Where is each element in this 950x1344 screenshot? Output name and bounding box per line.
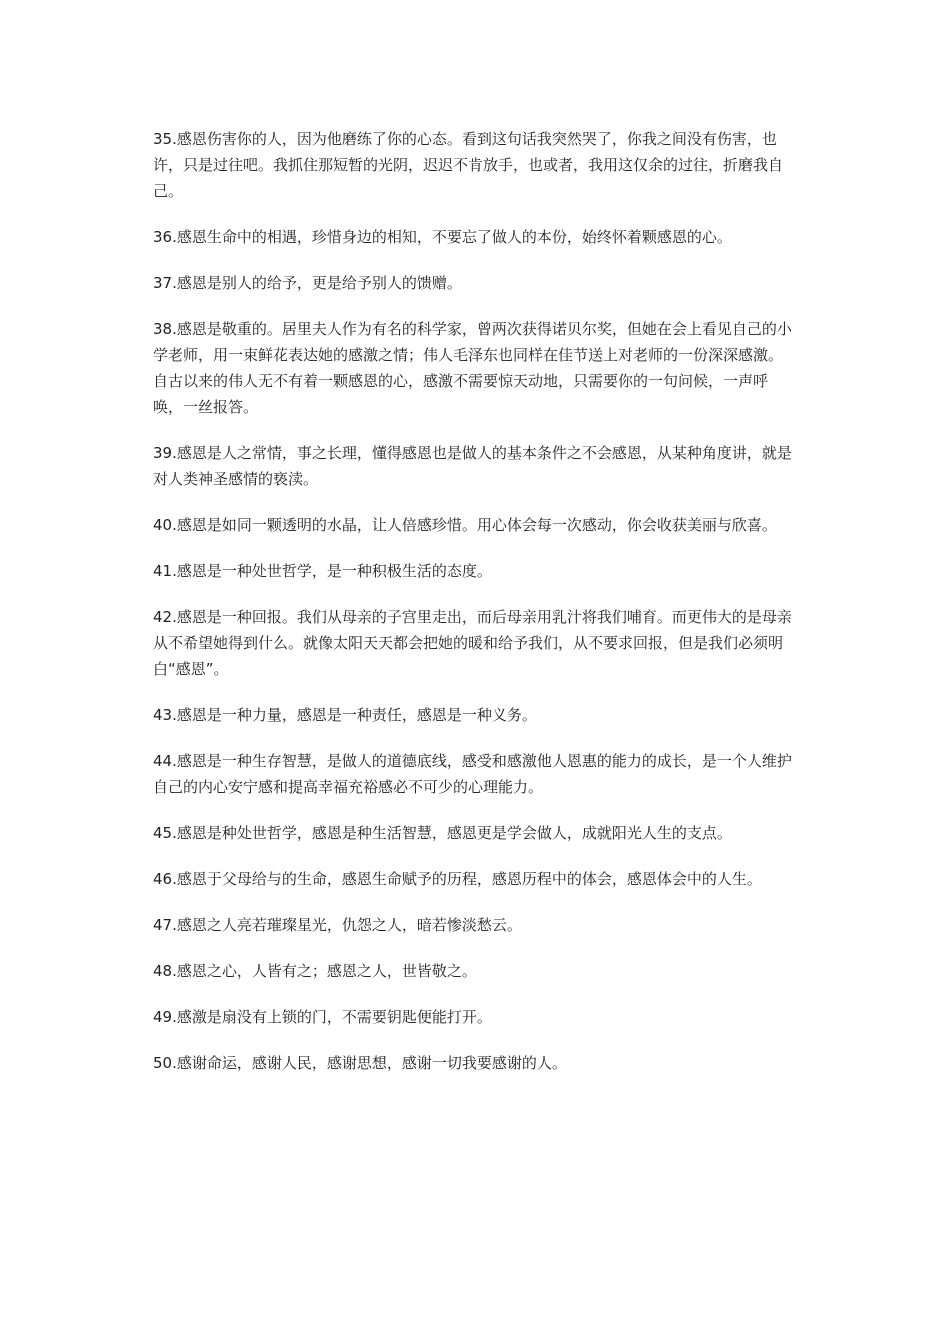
paragraph-36: 36.感恩生命中的相遇，珍惜身边的相知，不要忘了做人的本份，始终怀着颗感恩的心。 xyxy=(153,228,732,246)
paragraph-48: 48.感恩之心，人皆有之；感恩之人，世皆敬之。 xyxy=(153,962,477,980)
paragraph-46: 46.感恩于父母给与的生命，感恩生命赋予的历程，感恩历程中的体会，感恩体会中的人生。 xyxy=(153,870,762,888)
paragraph-49: 49.感激是扇没有上锁的门，不需要钥匙便能打开。 xyxy=(153,1008,492,1026)
paragraph-37: 37.感恩是别人的给予，更是给予别人的馈赠。 xyxy=(153,274,462,292)
paragraph-45: 45.感恩是种处世哲学，感恩是种生活智慧，感恩更是学会做人，成就阳光人生的支点。 xyxy=(153,824,732,842)
paragraph-39: 39.感恩是人之常情，事之长理，懂得感恩也是做人的基本条件之不会感恩，从某种角度讲，就是对人类神圣感情的亵渎。 xyxy=(153,444,792,488)
paragraph-43: 43.感恩是一种力量，感恩是一种责任，感恩是一种义务。 xyxy=(153,706,537,724)
paragraph-50: 50.感谢命运，感谢人民，感谢思想，感谢一切我要感谢的人。 xyxy=(153,1054,567,1072)
paragraph-41: 41.感恩是一种处世哲学，是一种积极生活的态度。 xyxy=(153,562,492,580)
paragraph-40: 40.感恩是如同一颗透明的水晶，让人倍感珍惜。用心体会每一次感动，你会收获美丽与欣喜。 xyxy=(153,516,777,534)
paragraph-42: 42.感恩是一种回报。我们从母亲的子宫里走出，而后母亲用乳汁将我们哺育。而更伟大的是母亲从不希望她得到什么。就像太阳天天都会把她的暖和给予我们，从不要求回报，但是我们必须明白“感恩”。 xyxy=(153,608,792,678)
document-page xyxy=(153,126,793,1096)
paragraph-35: 35.感恩伤害你的人，因为他磨练了你的心态。看到这句话我突然哭了，你我之间没有伤害，也许，只是过往吧。我抓住那短暂的光阴，迟迟不肯放手，也或者，我用这仅余的过往，折磨我自己。 xyxy=(153,130,784,200)
paragraph-47: 47.感恩之人亮若璀璨星光，仇怨之人，暗若惨淡愁云。 xyxy=(153,916,522,934)
paragraph-38: 38.感恩是敬重的。居里夫人作为有名的科学家，曾两次获得诺贝尔奖，但她在会上看见自己的小学老师，用一束鲜花表达她的感激之情；伟人毛泽东也同样在佳节送上对老师的一份深深感激。自古以来的伟人无不有着一颗感恩的心，感激不需要惊天动地，只需要你的一句问候，一声呼唤，一丝报答。 xyxy=(153,320,792,416)
paragraph-44: 44.感恩是一种生存智慧，是做人的道德底线，感受和感激他人恩惠的能力的成长，是一个人维护自己的内心安宁感和提高幸福充裕感必不可少的心理能力。 xyxy=(153,752,792,796)
